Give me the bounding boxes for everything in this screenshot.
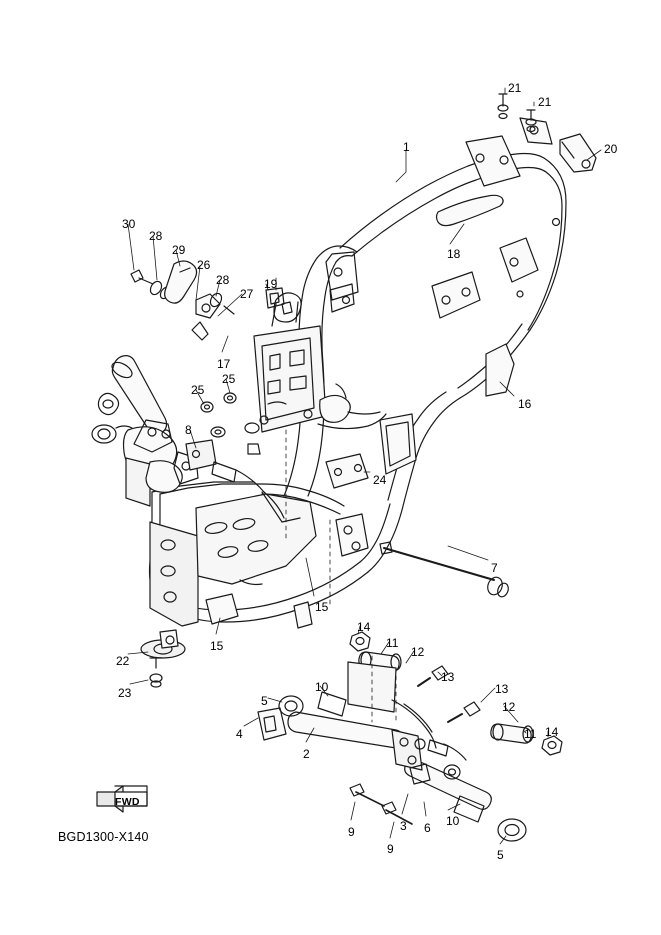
callout-number: 15 bbox=[315, 600, 329, 614]
callout-number: 9 bbox=[387, 842, 394, 856]
callout-number: 16 bbox=[518, 397, 532, 411]
callout-number: 8 bbox=[185, 423, 192, 437]
callout-number: 5 bbox=[261, 694, 268, 708]
callout-number: 12 bbox=[502, 700, 516, 714]
callout-number: 22 bbox=[116, 654, 130, 668]
fwd-label: FWD bbox=[115, 796, 140, 808]
callout-number: 6 bbox=[424, 821, 431, 835]
callout-number: 10 bbox=[446, 814, 460, 828]
callout-number: 25 bbox=[222, 372, 236, 386]
callout-number: 30 bbox=[122, 217, 136, 231]
callout-number: 5 bbox=[497, 848, 504, 862]
callout-number: 24 bbox=[373, 473, 387, 487]
callout-number: 14 bbox=[545, 725, 559, 739]
callout-number: 26 bbox=[197, 258, 211, 272]
callout-number: 20 bbox=[604, 142, 618, 156]
callout-number: 3 bbox=[400, 819, 407, 833]
callout-number: 11 bbox=[386, 636, 399, 650]
callout-number: 27 bbox=[240, 287, 254, 301]
callout-number: 7 bbox=[491, 561, 498, 575]
callout-number: 12 bbox=[411, 645, 425, 659]
callout-number: 11 bbox=[524, 727, 537, 741]
callout-number: 28 bbox=[216, 273, 230, 287]
callout-number: 28 bbox=[149, 229, 163, 243]
callout-number: 25 bbox=[191, 383, 205, 397]
callout-number: 9 bbox=[348, 825, 355, 839]
callout-number: 18 bbox=[447, 247, 461, 261]
fwd-direction-marker bbox=[95, 790, 151, 818]
callout-number: 15 bbox=[210, 639, 224, 653]
callout-number: 29 bbox=[172, 243, 186, 257]
callout-number: 13 bbox=[441, 670, 455, 684]
callout-number: 17 bbox=[217, 357, 231, 371]
callout-number: 14 bbox=[357, 620, 371, 634]
callout-number: 10 bbox=[315, 680, 329, 694]
callout-number: 2 bbox=[303, 747, 310, 761]
callout-number: 4 bbox=[236, 727, 243, 741]
part-number-label: BGD1300-X140 bbox=[58, 830, 149, 844]
callout-number: 19 bbox=[264, 277, 278, 291]
callout-number: 21 bbox=[538, 95, 552, 109]
callout-number: 1 bbox=[403, 140, 410, 154]
callout-number: 13 bbox=[495, 682, 509, 696]
callout-number: 21 bbox=[508, 81, 522, 95]
callout-number: 23 bbox=[118, 686, 132, 700]
